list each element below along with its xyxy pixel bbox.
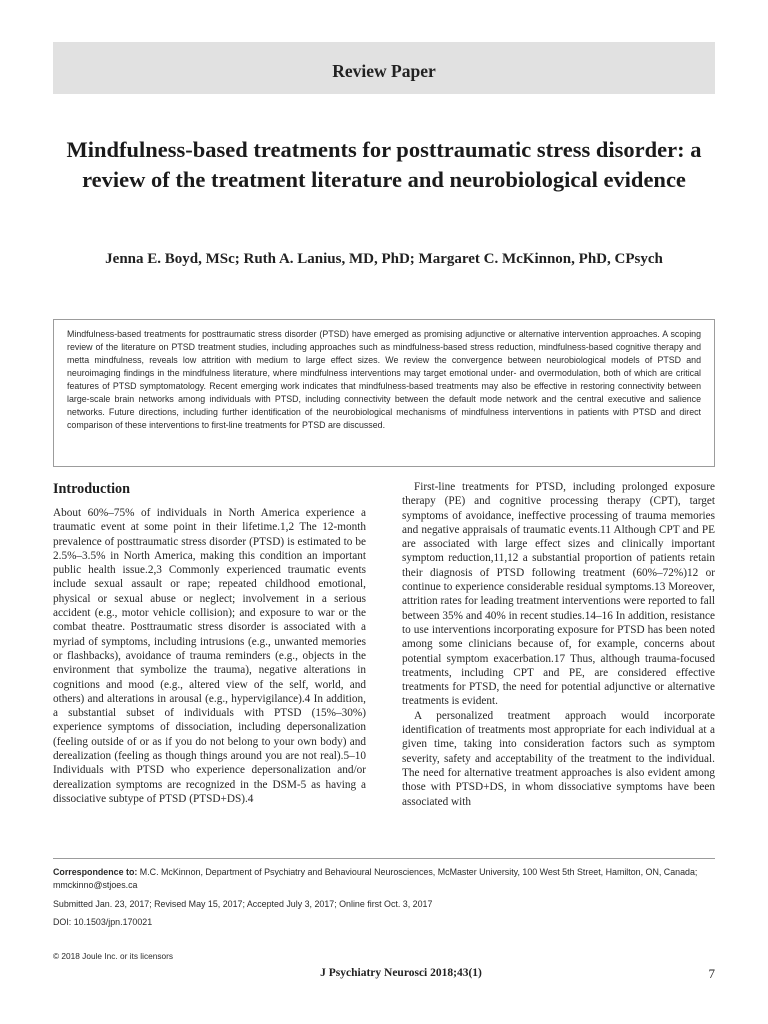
correspondence-text: M.C. McKinnon, Department of Psychiatry and Behavioural Neurosciences, McMaster University, 100 West 5th Street, Hamilton, ON, Canada; mmckinno@stjoes.ca xyxy=(53,867,698,890)
abstract-box: Mindfulness-based treatments for posttraumatic stress disorder (PTSD) have emerged as promising adjunctive or alternative intervention approaches. A scoping review of the literature on PTSD treatment studies, including approaches such as mindfulness-based stress reduction, mindfulness-based cognitive therapy and metta mindfulness, reveals low attrition with medium to large effect sizes. We review the convergence between neurobiological models of PTSD and neuroimaging findings in the mindfulness literature, where mindfulness interventions may target emotional under- and overmodulation, both of which are critical features of PTSD symptomatology. Recent emerging work indicates that mindfulness-based treatments may also be effective in restoring connectivity between large-scale brain networks among individuals with PTSD, including connectivity between the default mode network and the central executive and salience networks. Future directions, including further identification of the neurobiological mechanisms of mindfulness interventions in patients with PTSD and direct comparison of these interventions to first-line treatments for PTSD are discussed. xyxy=(53,319,715,467)
copyright-notice: © 2018 Joule Inc. or its licensors xyxy=(53,951,174,961)
right-column xyxy=(402,480,715,809)
introduction-heading: Introduction xyxy=(53,481,130,497)
body-paragraph-personalized-treatment: A personalized treatment approach would incorporate identification of treatments most appropriate for each individual at a given time, taking into consideration factors such as symptom severity, safety and acceptability of the treatment to the individual. The need for alternative treatment approaches is also evident among those with PTSD+DS, in whom dissociative symptoms have been associated with xyxy=(402,709,715,808)
article-title: Mindfulness-based treatments for posttraumatic stress disorder: a review of the treatment literature and neurobiological evidence xyxy=(66,137,702,192)
correspondence-note xyxy=(53,866,715,891)
body-paragraph-first-line-treatments: First-line treatments for PTSD, including prolonged exposure therapy (PE) and cognitive processing therapy (CPT), target symptoms of avoidance, ineffective processing of trauma memories and negative appraisals of traumatic events.11 Although CPT and PE are associated with large effect sizes and clinically important symptom reduction,11,12 a substantial proportion of patients retain their diagnosis of PTSD following treatment (60%–72%)12 or continue to experience considerable residual symptoms.13 Moreover, attrition rates for leading treatment interventions were reported to fall between 35% and 40% in recent studies.14–16 In addition, resistance to use interventions incorporating exposure for PTSD has been noted among some clinicians because of, for example, concerns about potential symptom exacerbation.17 Thus, although trauma-focused treatments, including CPT and PE, are considered effective treatments for PTSD, the need for potential adjunctive or alternative treatments is evident. xyxy=(402,481,715,708)
journal-citation: J Psychiatry Neurosci 2018;43(1) xyxy=(320,967,482,979)
author-list: Jenna E. Boyd, MSc; Ruth A. Lanius, MD, PhD; Margaret C. McKinnon, PhD, CPsych xyxy=(105,251,663,267)
doi-line: DOI: 10.1503/jpn.170021 xyxy=(53,917,153,927)
introduction-paragraph: About 60%–75% of individuals in North America experience a traumatic event at some point in their lifetime.1,2 The 12-month prevalence of posttraumatic stress disorder (PTSD) is estimated to be 2.5%–3.5% in North America, making this condition an important public health issue.2,3 Commonly experienced traumatic events include sexual assault or rape; repeated childhood emotional, physical or sexual abuse or neglect; involvement in a serious accident (e.g., motor vehicle collision); and exposure to war or the combat theatre. Posttraumatic stress disorder is associated with a myriad of symptoms, including intrusions (e.g., unwanted memories or flashbacks), avoidance of trauma reminders (e.g., objects in the environment that symbolize the trauma), negative alterations in cognitions and mood (e.g., altered view of the self, world, and others) and alterations in arousal (e.g., hypervigilance).4 In addition, a substantial subset of individuals with PTSD (15%–30%) experience symptoms of dissociation, including depersonalization (feeling outside of or as if you do not belong to your own body) and derealization (feeling as though things around you are not real).5–10 Individuals with PTSD who experience depersonalization and/or derealization symptoms are recognized in the DSM-5 as having a dissociative subtype of PTSD (PTSD+DS).4 xyxy=(53,507,366,805)
front-matter-divider xyxy=(53,858,715,859)
submission-dates: Submitted Jan. 23, 2017; Revised May 15, 2017; Accepted July 3, 2017; Online first Oct. 3, 2017 xyxy=(53,899,433,909)
correspondence-label: Correspondence to: xyxy=(53,867,138,877)
section-label-band xyxy=(53,42,715,94)
left-column xyxy=(53,480,366,806)
section-label: Review Paper xyxy=(332,61,436,81)
page-number: 7 xyxy=(708,966,715,981)
